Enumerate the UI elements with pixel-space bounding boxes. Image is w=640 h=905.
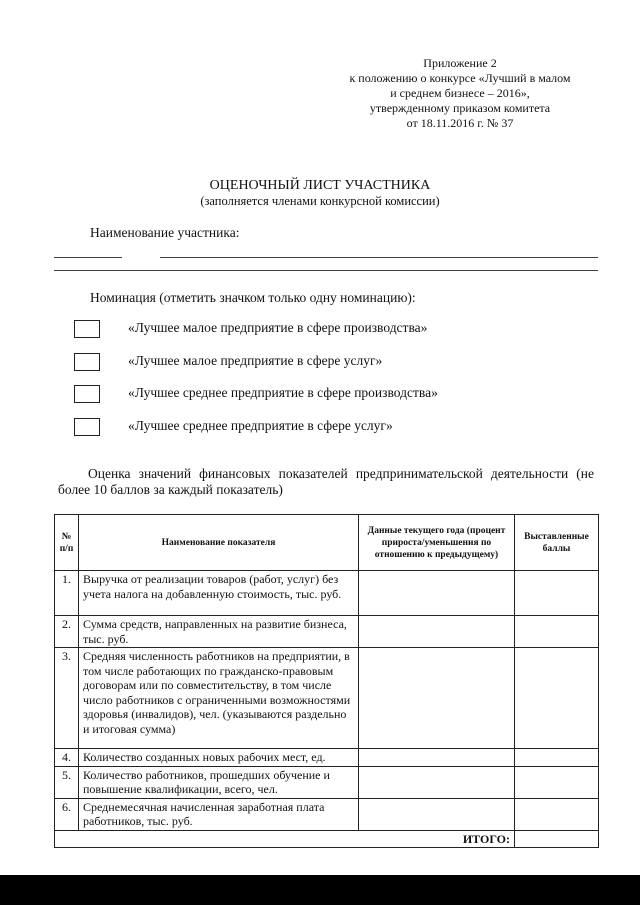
header-data: Данные текущего года (процент прироста/уменьшения по отношению к предыдущему) [359, 515, 515, 571]
table-row [55, 798, 599, 830]
participant-name-line[interactable] [160, 257, 598, 258]
total-score-cell[interactable] [515, 830, 599, 848]
table-row [55, 766, 599, 798]
indicator-name: Количество созданных новых рабочих мест, ед. [79, 749, 359, 767]
row-number: 3. [55, 648, 79, 749]
header-num: № п/п [55, 515, 79, 571]
row-number: 5. [55, 766, 79, 798]
header-name: Наименование показателя [79, 515, 359, 571]
indicator-name: Выручка от реализации товаров (работ, услуг) без учета налога на добавленную стоимость, тыс. руб. [79, 571, 359, 616]
row-number: 2. [55, 616, 79, 648]
nomination-checkbox[interactable] [74, 418, 100, 436]
row-number: 6. [55, 798, 79, 830]
nomination-option-label: «Лучшее среднее предприятие в сфере услуг» [128, 418, 393, 433]
indicator-name: Сумма средств, направленных на развитие бизнеса, тыс. руб. [79, 616, 359, 648]
appendix-line: Приложение 2 [423, 56, 497, 70]
data-cell[interactable] [359, 798, 515, 830]
document-subtitle: (заполняется членами конкурсной комиссии) [200, 194, 440, 208]
indicator-name: Количество работников, прошедших обучение и повышение квалификации, всего, чел. [79, 766, 359, 798]
score-cell[interactable] [515, 616, 599, 648]
table-total-row [55, 830, 599, 848]
table-row [55, 749, 599, 767]
appendix-block [320, 56, 600, 131]
nomination-option-label: «Лучшее среднее предприятие в сфере производства» [128, 385, 438, 400]
participant-name-label: Наименование участника: [90, 225, 240, 240]
appendix-line: к положению о конкурсе «Лучший в малом [349, 71, 571, 85]
nomination-checkbox[interactable] [74, 320, 100, 338]
header-score: Выставленные баллы [515, 515, 599, 571]
score-cell[interactable] [515, 648, 599, 749]
assessment-instructions: Оценка значений финансовых показателей предпринимательской деятельности (не более 10 баллов за каждый показатель) [58, 466, 594, 497]
data-cell[interactable] [359, 571, 515, 616]
nomination-option-label: «Лучшее малое предприятие в сфере производства» [128, 320, 428, 335]
nomination-checkbox[interactable] [74, 385, 100, 403]
table-header-row [55, 515, 599, 571]
score-cell[interactable] [515, 749, 599, 767]
score-cell[interactable] [515, 571, 599, 616]
data-cell[interactable] [359, 648, 515, 749]
table-row [55, 648, 599, 749]
document-title: ОЦЕНОЧНЫЙ ЛИСТ УЧАСТНИКА [209, 178, 431, 193]
nomination-checkbox[interactable] [74, 353, 100, 371]
participant-name-line[interactable] [54, 270, 598, 271]
data-cell[interactable] [359, 749, 515, 767]
row-number: 4. [55, 749, 79, 767]
scan-edge-bar [0, 875, 640, 905]
data-cell[interactable] [359, 616, 515, 648]
table-row [55, 616, 599, 648]
table-row [55, 571, 599, 616]
nomination-label: Номинация (отметить значком только одну номинацию): [90, 290, 416, 305]
total-label: ИТОГО: [55, 830, 515, 848]
indicator-name: Средняя численность работников на предприятии, в том числе работающих по гражданско-правовым договорам или по совместительству, в том числе число работников с ограниченными возможностями здоровья (инвалидов), чел. (указываются раздельно и итоговая сумма) [79, 648, 359, 749]
appendix-line: от 18.11.2016 г. № 37 [406, 116, 514, 130]
appendix-line: утвержденному приказом комитета [369, 101, 551, 115]
nomination-option-label: «Лучшее малое предприятие в сфере услуг» [128, 353, 383, 368]
appendix-line: и среднем бизнесе – 2016», [390, 86, 530, 100]
indicator-name: Среднемесячная начисленная заработная плата работников, тыс. руб. [79, 798, 359, 830]
participant-name-line[interactable] [54, 257, 122, 258]
row-number: 1. [55, 571, 79, 616]
scores-table [54, 514, 599, 848]
score-cell[interactable] [515, 766, 599, 798]
data-cell[interactable] [359, 766, 515, 798]
score-cell[interactable] [515, 798, 599, 830]
